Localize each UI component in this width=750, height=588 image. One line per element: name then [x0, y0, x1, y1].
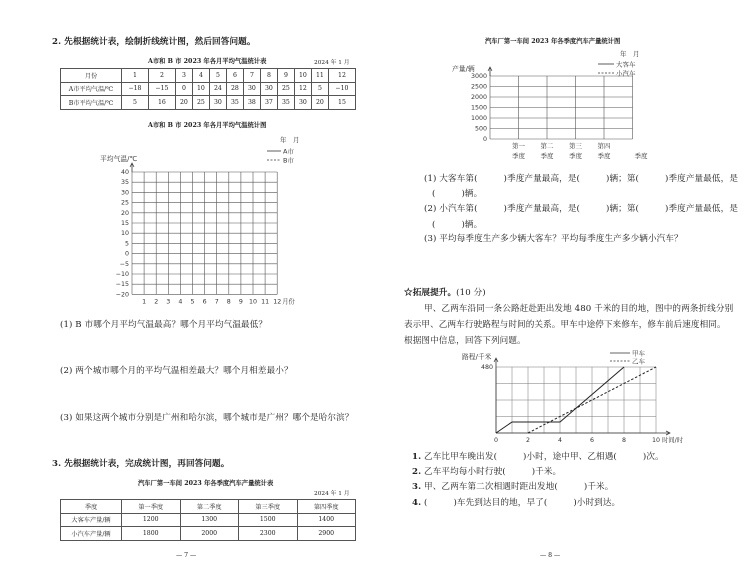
prod-table-cell: 第四季度 — [297, 500, 356, 514]
prod-table-cell: 1400 — [297, 513, 356, 527]
temp-table-cell: 10 — [294, 69, 311, 83]
production-chart — [438, 46, 688, 170]
temp-table-cell: 10 — [192, 82, 209, 96]
chart1-title: A市和 B 市 2023 年各月平均气温统计图 — [148, 122, 267, 129]
y-tick-label: 25 — [120, 199, 129, 207]
question-r2-cont: ( )辆。 — [432, 220, 483, 230]
y-tick-label: 35 — [120, 179, 129, 187]
paragraph-line-1: 甲、乙两车沿同一条公路赶赴距出发地 480 千米的目的地，图中的两条折线分别 — [424, 304, 734, 314]
x-tick-label: 2 — [154, 298, 159, 306]
temp-table-cell: 35 — [277, 96, 294, 110]
prod-table-cell: 第二季度 — [180, 500, 239, 514]
extension-title: ☆拓展提升。 — [404, 288, 457, 298]
temp-table-cell: 8 — [260, 69, 277, 83]
temp-table-cell: −15 — [148, 82, 175, 96]
question-2: (2) 两个城市哪个月的平均气温相差最大？哪个月相差最小？ — [60, 366, 293, 376]
table1-title: A市和 B 市 2023 年各月平均气温统计表 — [148, 58, 267, 65]
y-top-label: 480 — [480, 364, 493, 371]
temp-table-cell: 4 — [192, 69, 209, 83]
x-tick-label: 第一 — [512, 142, 525, 150]
prod-table-cell: 第三季度 — [239, 500, 298, 514]
temp-table-cell: 20 — [175, 96, 192, 110]
prod-table-cell: 1200 — [122, 513, 181, 527]
x-tick-label: 第四 — [597, 142, 611, 150]
x-tick-label: 10 — [248, 298, 258, 306]
y-tick-label: −15 — [115, 281, 129, 289]
prod-table-row — [61, 513, 356, 527]
x-tick-label: 6 — [589, 437, 595, 444]
legend-jia-label: 甲车 — [632, 349, 645, 358]
q2-intro: 2. 先根据统计表，绘制折线统计图，然后回答问题。 — [52, 37, 256, 47]
x-tick-label: 2 — [525, 437, 531, 444]
temp-table-cell: B市平均气温/℃ — [61, 96, 122, 110]
y-tick-label: 1000 — [470, 115, 487, 122]
x-tick-label: 8 — [226, 298, 231, 306]
legend-date: 年 月 — [280, 136, 300, 144]
x-tick-label: 5 — [190, 298, 195, 306]
x-tick-label: 4 — [178, 298, 183, 306]
x-tick-label: 12 — [273, 298, 282, 306]
x-axis-label: 季度 — [634, 152, 648, 160]
x-tick-label: 1 — [142, 298, 147, 306]
prod-table-row — [61, 527, 356, 541]
table1-date: 2024 年 1 月 — [314, 60, 350, 66]
prod-table-cell: 1500 — [239, 513, 298, 527]
temp-table-cell: 37 — [260, 96, 277, 110]
paragraph-line-2: 表示甲、乙两车行驶路程与时间的关系。甲车中途停下来修车，修车前后速度相同。 — [404, 320, 726, 330]
y-tick-label: −5 — [119, 260, 129, 268]
temp-table-cell: 15 — [328, 96, 355, 110]
temp-table-cell: 3 — [175, 69, 192, 83]
temp-table-cell: 28 — [226, 82, 243, 96]
temp-table-cell: 5 — [209, 69, 226, 83]
y-tick-label: 0 — [482, 136, 487, 143]
y-tick-label: 15 — [120, 220, 129, 227]
y-tick-label: −10 — [115, 271, 129, 278]
x-tick-label: 4 — [557, 437, 563, 444]
temp-table-cell: 1 — [122, 69, 149, 83]
table2-date: 2024 年 1 月 — [314, 491, 350, 497]
y-tick-label: 40 — [120, 169, 129, 176]
y-tick-label: 3000 — [470, 73, 487, 80]
chart2-title: 汽车厂第一车间 2023 年各季度汽车产量统计图 — [485, 38, 621, 45]
y-axis-label: 路程/千米 — [462, 353, 492, 361]
x-tick-label: 季度 — [597, 152, 611, 160]
legend-yi-label: 乙车 — [632, 357, 645, 366]
temp-table-cell: 38 — [243, 96, 260, 110]
temp-table-cell: 16 — [148, 96, 175, 110]
y-tick-label: −20 — [115, 291, 129, 299]
y-tick-label: 500 — [474, 125, 487, 133]
temperature-table — [60, 68, 356, 110]
x-tick-label: 第三 — [569, 142, 582, 150]
answer-3: 3. 甲、乙两车第二次相遇时距出发地( )千米。 — [412, 482, 614, 492]
x-tick-label: 季度 — [512, 152, 525, 160]
temp-table-row — [61, 82, 356, 96]
prod-table-cell: 2000 — [180, 527, 239, 541]
temp-table-cell: 6 — [226, 69, 243, 83]
y-tick-label: 0 — [124, 250, 129, 258]
temp-table-cell: A市平均气温/℃ — [61, 82, 122, 96]
temp-table-cell: 25 — [277, 82, 294, 96]
y-tick-label: 5 — [124, 240, 129, 248]
prod-table-row — [61, 500, 356, 514]
temp-table-cell: 20 — [311, 96, 328, 110]
question-1: (1) B 市哪个月平均气温最高？哪个月平均气温最低？ — [60, 320, 268, 330]
prod-table-cell: 第一季度 — [122, 500, 181, 514]
temp-table-cell: 30 — [294, 96, 311, 110]
x-tick-label: 第二 — [540, 142, 554, 150]
x-tick-label: 6 — [202, 298, 207, 306]
question-r1-cont: ( )辆。 — [432, 189, 483, 199]
temp-table-cell: 30 — [260, 82, 277, 96]
answer-4: 4. ( )车先到达目的地，早了( )小时到达。 — [412, 498, 621, 508]
x-tick-label: 9 — [238, 298, 243, 306]
y-axis-label: 产量/辆 — [452, 65, 475, 73]
temp-table-cell: 0 — [175, 82, 192, 96]
prod-table-cell: 季度 — [61, 500, 122, 514]
temp-table-cell: −10 — [328, 82, 355, 96]
temp-table-cell: 5 — [122, 96, 149, 110]
temp-table-cell: 9 — [277, 69, 294, 83]
x-tick-label: 8 — [621, 437, 627, 444]
y-tick-label: 20 — [120, 209, 129, 217]
temp-table-cell: −18 — [122, 82, 149, 96]
question-r2: (2) 小汽车第( )季度产量最高，是( )辆；第( )季度产量最低，是 — [424, 204, 739, 214]
temp-table-cell: 12 — [328, 69, 355, 83]
temp-table-row — [61, 96, 356, 110]
prod-table-cell: 1300 — [180, 513, 239, 527]
legend-a-label: A市 — [283, 147, 294, 156]
temp-table-cell: 35 — [226, 96, 243, 110]
question-r1: (1) 大客车第( )季度产量最高，是( )辆；第( )季度产量最低，是 — [424, 174, 739, 184]
y-tick-label: 30 — [120, 189, 129, 197]
legend-bus-label: 大客车 — [616, 60, 636, 69]
temp-table-cell: 30 — [243, 82, 260, 96]
temperature-chart — [95, 130, 325, 314]
temp-table-cell: 25 — [192, 96, 209, 110]
table2-title: 汽车厂第一车间 2023 年各季度汽车产量统计表 — [138, 480, 274, 487]
paragraph-line-3: 根据图中信息，回答下列问题。 — [404, 336, 526, 346]
prod-table-cell: 大客车产量/辆 — [61, 513, 122, 527]
answer-2: 2. 乙车平均每小时行驶( )千米。 — [412, 467, 562, 477]
question-r3: (3) 平均每季度生产多少辆大客车？平均每季度生产多少辆小汽车？ — [424, 234, 683, 244]
temp-table-cell: 30 — [209, 96, 226, 110]
extension-score: (10 分) — [456, 288, 486, 298]
x-axis-label: 时间/时 — [662, 437, 684, 444]
y-tick-label: 1500 — [470, 104, 487, 112]
x-tick-label: 11 — [261, 298, 270, 306]
question-3: (3) 如果这两个城市分别是广州和哈尔滨，哪个城市是广州？哪个是哈尔滨？ — [60, 413, 354, 423]
y-tick-label: 10 — [120, 230, 129, 238]
distance-time-chart — [462, 347, 690, 447]
temp-table-cell: 7 — [243, 69, 260, 83]
production-table — [60, 499, 356, 541]
legend-car-label: 小汽车 — [616, 69, 636, 78]
x-tick-label: 季度 — [569, 152, 582, 160]
x-tick-label: 10 — [651, 437, 661, 444]
x-tick-label: 3 — [166, 298, 171, 306]
temp-table-cell: 11 — [311, 69, 328, 83]
y-tick-label: 2500 — [470, 83, 487, 91]
q3-intro: 3. 先根据统计表，完成统计图，再回答问题。 — [52, 459, 230, 469]
page-number-right: — 8 — — [540, 552, 561, 559]
x-tick-label: 季度 — [540, 152, 554, 160]
answer-1: 1. 乙车比甲车晚出发( )小时，途中甲、乙相遇( )次。 — [412, 452, 664, 462]
legend-date: 年 月 — [620, 50, 640, 58]
temp-table-cell: 2 — [148, 69, 175, 83]
prod-table-cell: 2300 — [239, 527, 298, 541]
x-tick-label: 0 — [493, 437, 499, 444]
extension-heading — [404, 286, 486, 298]
prod-table-cell: 小汽车产量/辆 — [61, 527, 122, 541]
y-tick-label: 2000 — [470, 94, 487, 101]
x-tick-label: 7 — [214, 298, 219, 306]
prod-table-cell: 2900 — [297, 527, 356, 541]
y-axis-label: 平均气温/℃ — [100, 155, 138, 163]
temp-table-cell: 5 — [311, 82, 328, 96]
temp-table-cell: 12 — [294, 82, 311, 96]
temp-table-cell: 月份 — [61, 69, 122, 83]
legend-b-label: B市 — [283, 156, 294, 165]
page-number-left: — 7 — — [176, 552, 197, 559]
temp-table-cell: 24 — [209, 82, 226, 96]
x-axis-label: 月份 — [282, 298, 295, 306]
temp-table-row — [61, 69, 356, 83]
prod-table-cell: 1800 — [122, 527, 181, 541]
